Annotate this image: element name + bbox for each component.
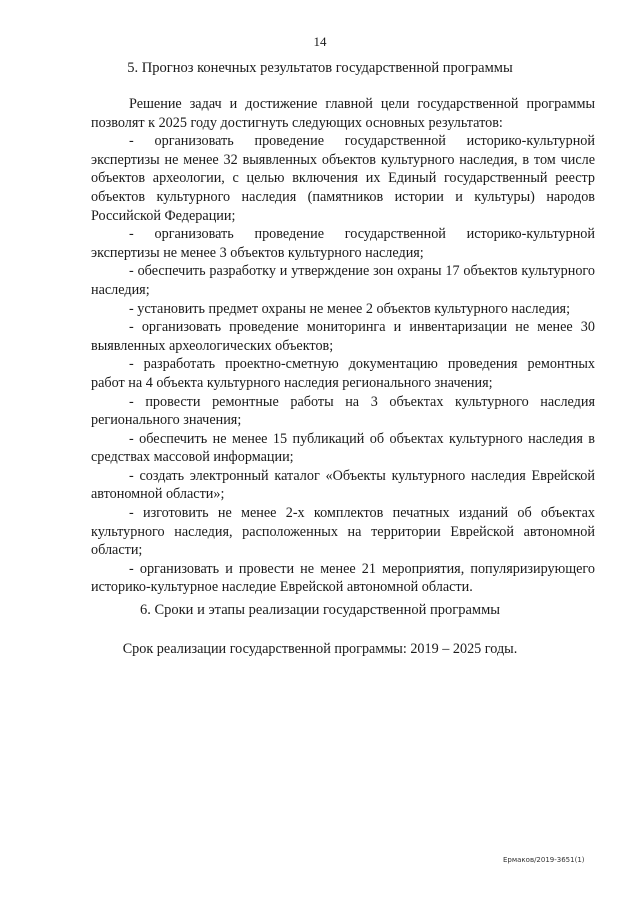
result-item: - обеспечить не менее 15 публикаций об объектах культурного наследия в средствах массовой информации; bbox=[91, 430, 595, 466]
program-term-text: Срок реализации государственной программы: 2019 – 2025 годы. bbox=[122, 641, 518, 657]
result-item: - провести ремонтные работы на 3 объектах культурного наследия регионального значения; bbox=[91, 393, 595, 429]
page-number: 14 bbox=[313, 34, 327, 49]
result-item: - организовать проведение мониторинга и инвентаризации не менее 30 выявленных археологических объектов; bbox=[91, 319, 595, 354]
result-item: - создать электронный каталог «Объекты культурного наследия Еврейской автономной области»; bbox=[91, 467, 595, 503]
result-item: - организовать проведение государственной историко-культурной экспертизы не менее 3 объектов культурного наследия; bbox=[91, 226, 595, 261]
result-item: - установить предмет охраны не менее 2 объектов культурного наследия; bbox=[129, 300, 571, 317]
section-5-body bbox=[91, 95, 595, 597]
document-code: Ермаков/2019-3651(1) bbox=[503, 856, 585, 864]
section-5-intro: Решение задач и достижение главной цели государственной программы позволят к 2025 году достигнуть следующих основных результатов: bbox=[91, 96, 595, 131]
result-item: - обеспечить разработку и утверждение зон охраны 17 объектов культурного наследия; bbox=[91, 263, 595, 298]
result-item: - организовать и провести не менее 21 мероприятия, популяризирующего историко-культурное наследие Еврейской автономной области. bbox=[91, 560, 595, 596]
result-item: - изготовить не менее 2-х комплектов печатных изданий об объектах культурного наследия, расположенных на территории Еврейской автономной области; bbox=[91, 505, 595, 559]
result-item: - разработать проектно-сметную документацию проведения ремонтных работ на 4 объекта культурного наследия регионального значения; bbox=[91, 356, 595, 391]
result-item: - организовать проведение государственной историко-культурной экспертизы не менее 32 выявленных объектов культурного наследия, в том числе объектов археологии, с целью включения их Единый государственный реестр объектов культурного наследия (памятников истории и культуры) народов Российской Федерации; bbox=[91, 133, 595, 224]
section-6-heading: 6. Сроки и этапы реализации государственной программы bbox=[139, 602, 501, 618]
section-5-heading: 5. Прогноз конечных результатов государственной программы bbox=[127, 60, 513, 76]
